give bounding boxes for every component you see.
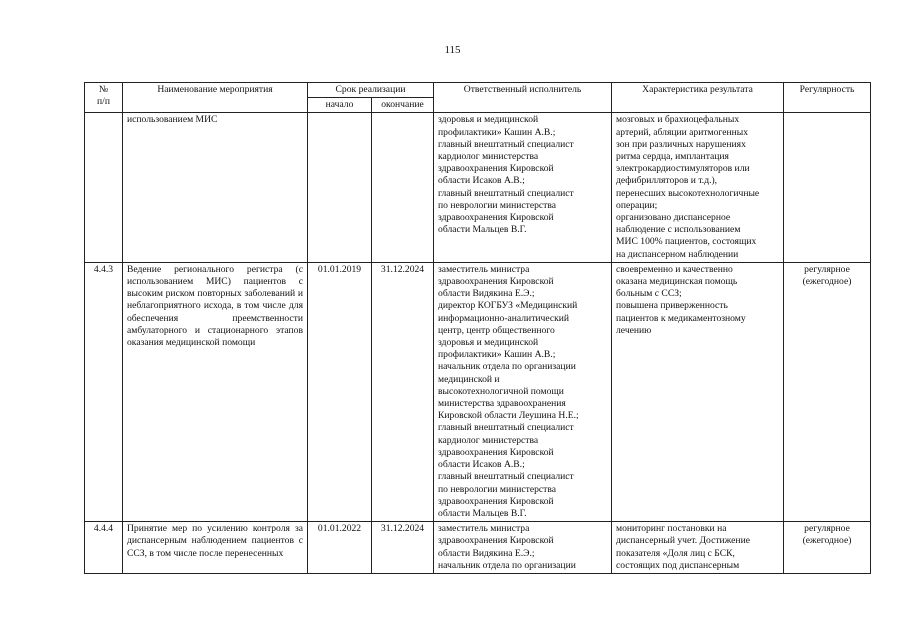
- result-cell-line: артерий, абляции аритмогенных: [616, 126, 748, 138]
- executor-cell-line: Кировской области Леушина Н.Е.;: [438, 410, 579, 422]
- executor-cell: [434, 262, 612, 521]
- result-cell-line: операции;: [616, 199, 658, 211]
- executor-cell-line: здравоохранения Кировской: [438, 446, 554, 458]
- result-cell-line: электрокардиостимуляторов или: [616, 163, 750, 175]
- regularity-cell-line: (ежегодное): [802, 276, 852, 288]
- executor-cell-line: заместитель министра: [438, 263, 530, 275]
- result-cell-line: лечению: [616, 324, 652, 336]
- row-number: 4.4.3: [85, 262, 123, 521]
- executor-cell-line: заместитель министра: [438, 523, 530, 535]
- executor-cell-line: профилактики» Кашин А.В.;: [438, 349, 556, 361]
- header-result: Характеристика результата: [612, 83, 784, 113]
- result-cell-line: показателя «Доля лиц с БСК,: [616, 547, 735, 559]
- header-regularity: Регулярность: [784, 83, 871, 113]
- action-plan-table: [84, 82, 871, 574]
- executor-cell-line: главный внештатный специалист: [438, 138, 574, 150]
- executor-cell-line: кардиолог министерства: [438, 151, 539, 163]
- executor-cell-line: здравоохранения Кировской: [438, 495, 554, 507]
- result-cell-line: зон при различных нарушениях: [616, 138, 746, 150]
- executor-cell-line: области Видякина Е.Э.;: [438, 288, 535, 300]
- executor-cell-line: главный внештатный специалист: [438, 187, 574, 199]
- start-date: 01.01.2022: [308, 522, 372, 574]
- end-date: 31.12.2024: [372, 262, 434, 521]
- result-cell-line: больным с ССЗ;: [616, 288, 682, 300]
- row-number: [85, 113, 123, 262]
- executor-cell-line: области Мальцев В.Г.: [438, 224, 527, 236]
- end-date: 31.12.2024: [372, 522, 434, 574]
- executor-cell-line: профилактики» Кашин А.В.;: [438, 126, 556, 138]
- result-cell: [612, 522, 784, 574]
- executor-cell-line: области Мальцев В.Г.: [438, 507, 527, 519]
- activity-name: Принятие мер по усилению контроля за диспансерным наблюдением пациентов с ССЗ, в том числе после перенесенных: [123, 522, 308, 574]
- executor-cell-line: центр, центр общественного: [438, 324, 555, 336]
- result-cell-line: диспансерный учет. Достижение: [616, 535, 750, 547]
- result-cell-line: мониторинг постановки на: [616, 523, 727, 535]
- activity-name: использованием МИС: [123, 113, 308, 262]
- regularity-cell: [784, 113, 871, 262]
- result-cell-line: оказана медицинская помощь: [616, 276, 738, 288]
- header-end: окончание: [372, 98, 434, 113]
- executor-cell-line: области Исаков А.В.;: [438, 459, 525, 471]
- result-cell-line: ритма сердца, имплантация: [616, 151, 729, 163]
- result-cell-line: мозговых и брахиоцефальных: [616, 114, 740, 126]
- result-cell: [612, 113, 784, 262]
- header-num: [85, 83, 123, 113]
- executor-cell-line: медицинской и: [438, 373, 500, 385]
- executor-cell-line: начальник отдела по организации: [438, 559, 576, 571]
- start-date: [308, 113, 372, 262]
- executor-cell-line: по неврологии министерства: [438, 199, 557, 211]
- executor-cell-line: здравоохранения Кировской: [438, 276, 554, 288]
- executor-cell-line: директор КОГБУЗ «Медицинский: [438, 300, 578, 312]
- result-cell-line: на диспансерном наблюдении: [616, 248, 739, 260]
- executor-cell-line: высокотехнологичной помощи: [438, 385, 564, 397]
- executor-cell-line: здоровья и медицинской: [438, 114, 539, 126]
- activity-name: Ведение регионального регистра (с использованием МИС) пациентов с высоким риском повторных заболеваний и неблагоприятного исхода, в том числе для обеспечения преемственности амбулаторного и стационарного этапов оказания медицинской помощи: [123, 262, 308, 521]
- table-row: [85, 262, 871, 521]
- result-cell-line: состоящих под диспансерным: [616, 559, 740, 571]
- row-number: 4.4.4: [85, 522, 123, 574]
- result-cell-line: организовано диспансерное: [616, 212, 731, 224]
- result-cell-line: пациентов к медикаментозному: [616, 312, 746, 324]
- header-num-line2: п/п: [97, 96, 110, 108]
- page-number: 115: [444, 44, 461, 56]
- result-cell-line: наблюдение с использованием: [616, 224, 741, 236]
- result-cell-line: своевременно и качественно: [616, 263, 733, 275]
- header-num-line1: №: [98, 84, 109, 95]
- result-cell-line: повышена приверженность: [616, 300, 728, 312]
- regularity-cell: [784, 522, 871, 574]
- executor-cell-line: здравоохранения Кировской: [438, 163, 554, 175]
- end-date: [372, 113, 434, 262]
- executor-cell-line: информационно-аналитический: [438, 312, 570, 324]
- regularity-cell-line: регулярное: [804, 523, 850, 535]
- executor-cell-line: министерства здравоохранения: [438, 398, 566, 410]
- executor-cell-line: главный внештатный специалист: [438, 471, 574, 483]
- result-cell-line: перенесших высокотехнологичные: [616, 187, 760, 199]
- start-date: 01.01.2019: [308, 262, 372, 521]
- regularity-cell: [784, 262, 871, 521]
- executor-cell-line: начальник отдела по организации: [438, 361, 576, 373]
- result-cell-line: дефибрилляторов и т.д.),: [616, 175, 718, 187]
- executor-cell-line: области Исаков А.В.;: [438, 175, 525, 187]
- table-row: [85, 522, 871, 574]
- regularity-cell-line: (ежегодное): [802, 535, 852, 547]
- regularity-cell-line: регулярное: [804, 263, 850, 275]
- executor-cell-line: главный внештатный специалист: [438, 422, 574, 434]
- header-name: Наименование мероприятия: [123, 83, 308, 113]
- executor-cell-line: по неврологии министерства: [438, 483, 557, 495]
- header-start: начало: [308, 98, 372, 113]
- executor-cell-line: здоровья и медицинской: [438, 337, 539, 349]
- table-row: [85, 113, 871, 262]
- result-cell: [612, 262, 784, 521]
- executor-cell-line: области Видякина Е.Э.;: [438, 547, 535, 559]
- executor-cell: [434, 113, 612, 262]
- executor-cell-line: здравоохранения Кировской: [438, 212, 554, 224]
- header-period: Срок реализации: [308, 83, 434, 98]
- executor-cell-line: кардиолог министерства: [438, 434, 539, 446]
- header-executor: Ответственный исполнитель: [434, 83, 612, 113]
- result-cell-line: МИС 100% пациентов, состоящих: [616, 236, 757, 248]
- executor-cell-line: здравоохранения Кировской: [438, 535, 554, 547]
- executor-cell: [434, 522, 612, 574]
